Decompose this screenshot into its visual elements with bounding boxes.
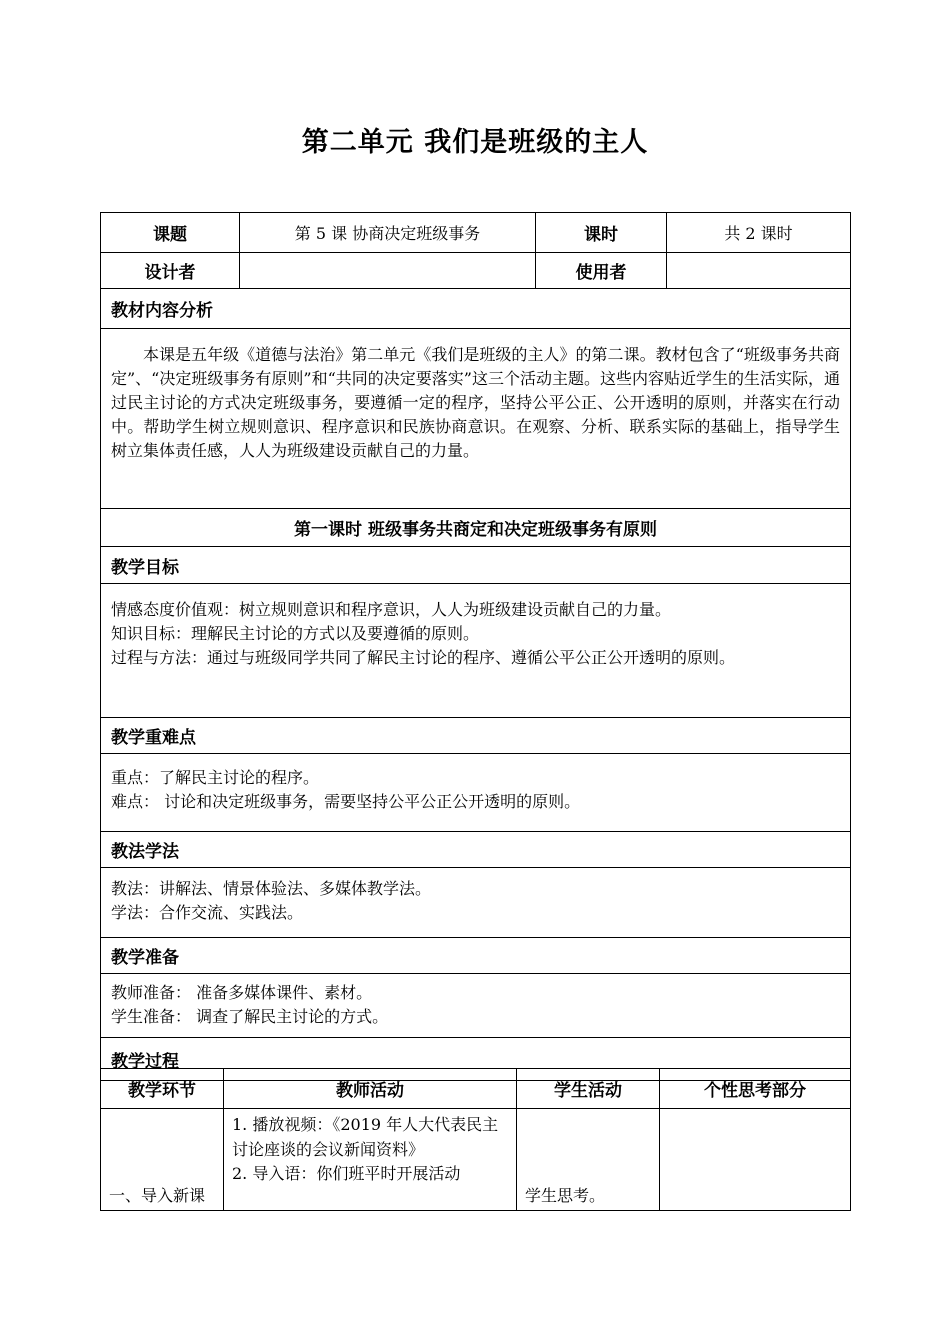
process-col-stage: 教学环节: [101, 1069, 224, 1109]
analysis-text: 本课是五年级《道德与法治》第二单元《我们是班级的主人》的第二课。教材包含了“班级事务共商定”、“决定班级事务有原则”和“共同的决定要落实”这三个活动主题。这些内容贴近学生的生活实际，通过民主讨论的方式决定班级事务，要遵循一定的程序，坚持公平公正、公开透明的原则，并落实在行动中。帮助学生树立规则意识、程序意识和民族协商意识。在观察、分析、联系实际的基础上，指导学生树立集体责任感，人人为班级建设贡献自己的力量。: [111, 345, 840, 460]
process-col-teacher: 教师活动: [224, 1069, 517, 1109]
notes-cell: [660, 1109, 851, 1211]
teacher-activity-line: 1. 播放视频：《2019 年人大代表民主讨论座谈的会议新闻资料》: [232, 1115, 499, 1159]
process-col-student: 学生活动: [517, 1069, 660, 1109]
designer-label: 设计者: [101, 253, 240, 289]
goals-content: [101, 584, 851, 718]
teacher-activity-cell: [224, 1109, 517, 1211]
goal-line: 知识目标：理解民主讨论的方式以及要遵循的原则。: [111, 624, 480, 643]
preparation-line: 学生准备： 调查了解民主讨论的方式。: [111, 1007, 389, 1026]
goal-line: 情感态度价值观：树立规则意识和程序意识，人人为班级建设贡献自己的力量。: [111, 600, 672, 619]
analysis-content: [101, 329, 851, 509]
course-value: 第 5 课 协商决定班级事务: [240, 213, 536, 253]
key-point-line: 重点：了解民主讨论的程序。: [111, 768, 320, 787]
analysis-heading: 教材内容分析: [101, 289, 851, 329]
lesson-title: 第一课时 班级事务共商定和决定班级事务有原则: [101, 509, 851, 547]
lesson-plan-table: [100, 212, 851, 1081]
student-activity-cell: 学生思考。: [517, 1109, 660, 1211]
user-label: 使用者: [536, 253, 667, 289]
process-table: [100, 1068, 851, 1211]
hours-value: 共 2 课时: [667, 213, 851, 253]
stage-cell: 一、导入新课: [101, 1109, 224, 1211]
course-label: 课题: [101, 213, 240, 253]
preparation-content: [101, 974, 851, 1038]
goals-heading: 教学目标: [101, 547, 851, 584]
methods-heading: 教法学法: [101, 832, 851, 868]
process-col-notes: 个性思考部分: [660, 1069, 851, 1109]
preparation-line: 教师准备： 准备多媒体课件、素材。: [111, 983, 373, 1002]
page-title: 第二单元 我们是班级的主人: [301, 127, 649, 158]
teacher-activity-line: 2. 导入语：你们班平时开展活动: [232, 1164, 461, 1183]
methods-content: [101, 868, 851, 938]
key-points-heading: 教学重难点: [101, 718, 851, 754]
preparation-heading: 教学准备: [101, 938, 851, 974]
designer-value: [240, 253, 536, 289]
goal-line: 过程与方法：通过与班级同学共同了解民主讨论的程序、遵循公平公正公开透明的原则。: [111, 648, 736, 667]
method-line: 学法：合作交流、实践法。: [111, 903, 304, 922]
table-row: [101, 1109, 851, 1211]
method-line: 教法：讲解法、情景体验法、多媒体教学法。: [111, 879, 432, 898]
hours-label: 课时: [536, 213, 667, 253]
key-point-line: 难点： 讨论和决定班级事务，需要坚持公平公正公开透明的原则。: [111, 792, 581, 811]
process-heading: 教学过程: [101, 1038, 851, 1081]
user-value: [667, 253, 851, 289]
key-points-content: [101, 754, 851, 832]
